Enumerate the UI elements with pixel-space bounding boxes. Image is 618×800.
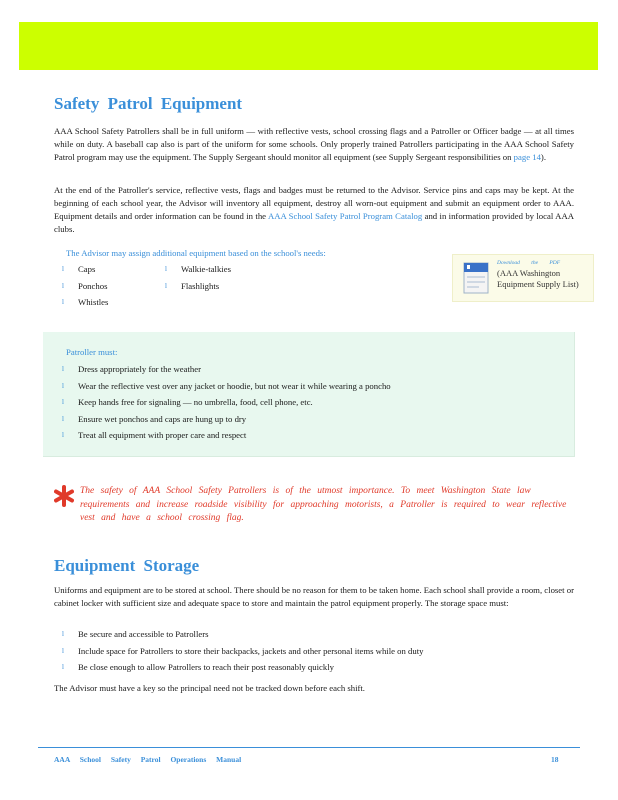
pdf-title[interactable]: (AAA Washington Equipment Supply List) <box>497 268 579 289</box>
bullet-marker: l <box>62 365 64 373</box>
paragraph-storage: Uniforms and equipment are to be stored at school. There should be no reason for them to be taken home. Each school shall provide a room, closet or cabinet locker with sufficient size and adequate space to store and maintain the patrol equipment properly. The storage space must: <box>54 585 574 608</box>
list-item-label: Walkie-talkies <box>181 264 231 274</box>
list-item-label: Dress appropriately for the weather <box>78 364 202 374</box>
patroller-list <box>62 361 391 444</box>
bullet-marker: l <box>165 265 167 273</box>
paragraph-uniform-text: AAA School Safety Patrollers shall be in full uniform — with reflective vests, school crossing flags and a Patroller or Officer badge — at all times while on duty. A baseball cap also is part of the uniform for some schools. Only properly trained Patrollers participating in the AAA School Safety Patrol program may use the equipment. The Supply Sergeant should monitor all equipment (see Supply Sergeant responsibilities on <box>54 126 574 162</box>
pdf-download-card[interactable] <box>452 254 594 302</box>
patroller-panel <box>43 332 575 457</box>
list-item <box>62 278 108 295</box>
list-item-label: Treat all equipment with proper care and respect <box>78 430 247 440</box>
bullet-marker: l <box>62 398 64 406</box>
paragraph-key: The Advisor must have a key so the principal need not be tracked down before each shift. <box>54 683 365 693</box>
patroller-heading: Patroller must: <box>66 347 118 357</box>
bullet-marker: l <box>62 630 64 638</box>
list-item <box>62 659 423 676</box>
pdf-document-icon <box>463 262 489 294</box>
bullet-marker: l <box>62 663 64 671</box>
equipment-list-col1 <box>62 261 108 311</box>
download-label[interactable]: Download the PDF <box>497 260 561 266</box>
paragraph-service-end: and in information provided by local AAA clubs. <box>54 211 575 234</box>
equipment-list-col2 <box>165 261 231 294</box>
list-item-label: Include space for Patrollers to store their backpacks, jackets and other personal items while on duty <box>78 645 424 656</box>
list-item-label: Be secure and accessible to Patrollers <box>78 629 209 639</box>
bullet-marker: l <box>165 281 167 290</box>
paragraph-end-of-service <box>54 184 574 236</box>
list-item-label: Flashlights <box>181 280 220 291</box>
list-item <box>165 261 231 278</box>
header-banner <box>19 22 598 70</box>
safety-callout <box>54 485 584 526</box>
list-item-label: Ensure wet ponchos and caps are hung up to dry <box>78 413 247 424</box>
callout-text: The safety of AAA School Safety Patrollers is of the utmost importance. To meet Washington State law requirements and increase roadside visibility for approaching motorists, a Patroller is required to wear reflective vest and have a school crossing flag. <box>80 486 567 523</box>
bullet-marker: l <box>62 281 64 290</box>
list-item-label: Whistles <box>78 297 109 307</box>
bullet-marker: l <box>62 431 64 439</box>
list-item <box>62 411 391 428</box>
storage-list <box>62 626 423 676</box>
list-item <box>62 294 108 311</box>
advisor-heading: The Advisor may assign additional equipment based on the school's needs: <box>66 248 326 258</box>
bullet-marker: l <box>62 414 64 423</box>
bullet-marker: l <box>62 298 64 306</box>
list-item <box>62 427 391 444</box>
list-item-label: Caps <box>78 264 96 274</box>
bullet-marker: l <box>62 381 64 390</box>
page-number: 18 <box>551 755 559 764</box>
bullet-marker: l <box>62 265 64 273</box>
list-item <box>62 261 108 278</box>
footer-title: AAA School Safety Patrol Operations Manual <box>54 755 242 764</box>
list-item-label: Ponchos <box>78 280 108 291</box>
list-item <box>165 278 231 295</box>
bullet-marker: l <box>62 646 64 655</box>
catalog-link[interactable]: AAA School Safety Patrol Program Catalog <box>267 211 423 221</box>
list-item <box>62 361 391 378</box>
footer-divider <box>38 747 580 748</box>
list-item <box>62 643 423 660</box>
asterisk-icon <box>54 485 74 507</box>
list-item-label: Keep hands free for signaling — no umbrella, food, cell phone, etc. <box>78 397 313 407</box>
list-item-label: Wear the reflective vest over any jacket or hoodie, but not wear it while wearing a poncho <box>78 380 391 391</box>
section-title-equipment: Safety Patrol Equipment <box>54 94 243 113</box>
list-item <box>62 626 423 643</box>
list-item-label: Be close enough to allow Patrollers to reach their post reasonably quickly <box>78 662 334 672</box>
list-item <box>62 394 391 411</box>
page-link[interactable]: page 14 <box>513 152 541 162</box>
paragraph-uniform <box>54 125 574 164</box>
paragraph-service-text: At the end of the Patroller's service, reflective vests, flags and badges must be returned to the Advisor. Service pins and caps may be kept. At the beginning of each school year, the Advisor will inventory all equipment, destroy all worn-out equipment and submit an equipment order to AAA. Equipment details and order information can be found in the <box>54 185 574 221</box>
paragraph-uniform-end: ). <box>540 152 546 162</box>
section-title-storage: Equipment Storage <box>54 556 200 575</box>
list-item <box>62 378 391 395</box>
